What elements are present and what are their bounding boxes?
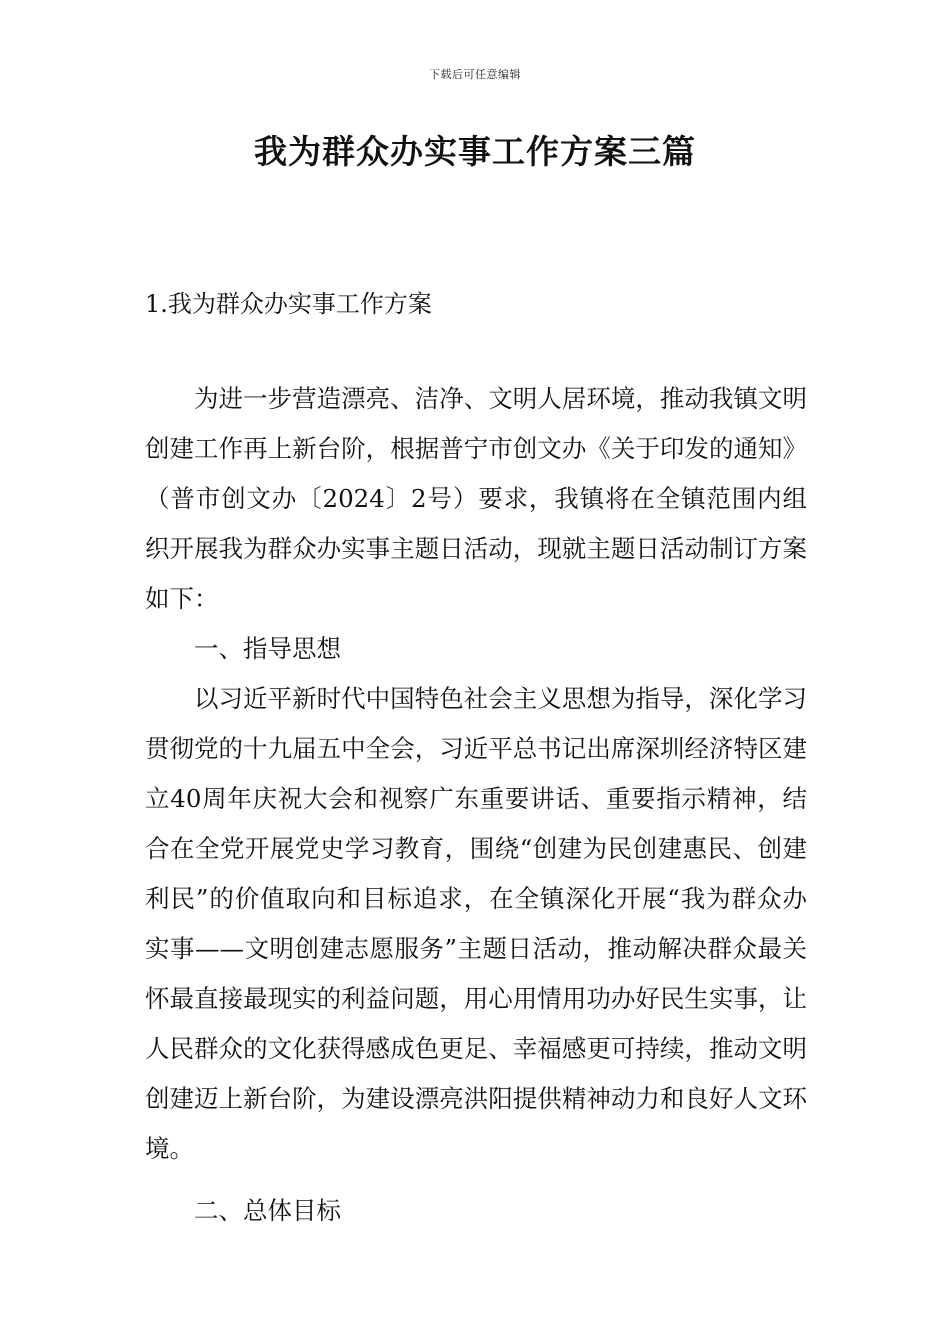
heading-guiding-thought: 一、指导思想 — [194, 634, 341, 663]
paragraph-spacer — [145, 1174, 807, 1186]
section-heading: 1.我为群众办实事工作方案 — [145, 290, 432, 318]
guiding-paragraph: 以习近平新时代中国特色社会主义思想为指导，深化学习贯彻党的十九届五中全会，习近平总书记出席深圳经济特区建立40周年庆祝大会和视察广东重要讲话、重要指示精神，结合在全党开展党史学习教育，围绕“创建为民创建惠民、创建利民”的价值取向和目标追求，在全镇深化开展“我为群众办实事——文明创建志愿服务”主题日活动，推动解决群众最关怀最直接最现实的利益问题，用心用情用功办好民生实事，让人民群众的文化获得感成色更足、幸福感更可持续，推动文明创建迈上新台阶，为建设漂亮洪阳提供精神动力和良好人文环境。 — [145, 684, 807, 1163]
header-note: 下载后可任意编辑 — [429, 68, 521, 81]
intro-paragraph: 为进一步营造漂亮、洁净、文明人居环境，推动我镇文明创建工作再上新台阶，根据普宁市创文办《关于印发的通知》（普市创文办〔2024〕2号）要求，我镇将在全镇范围内组织开展我为群众办实事主题日活动，现就主题日活动制订方案如下： — [145, 384, 807, 613]
heading-overall-goal: 二、总体目标 — [194, 1196, 341, 1225]
document-title: 我为群众办实事工作方案三篇 — [254, 132, 696, 171]
document-body — [145, 374, 807, 1236]
